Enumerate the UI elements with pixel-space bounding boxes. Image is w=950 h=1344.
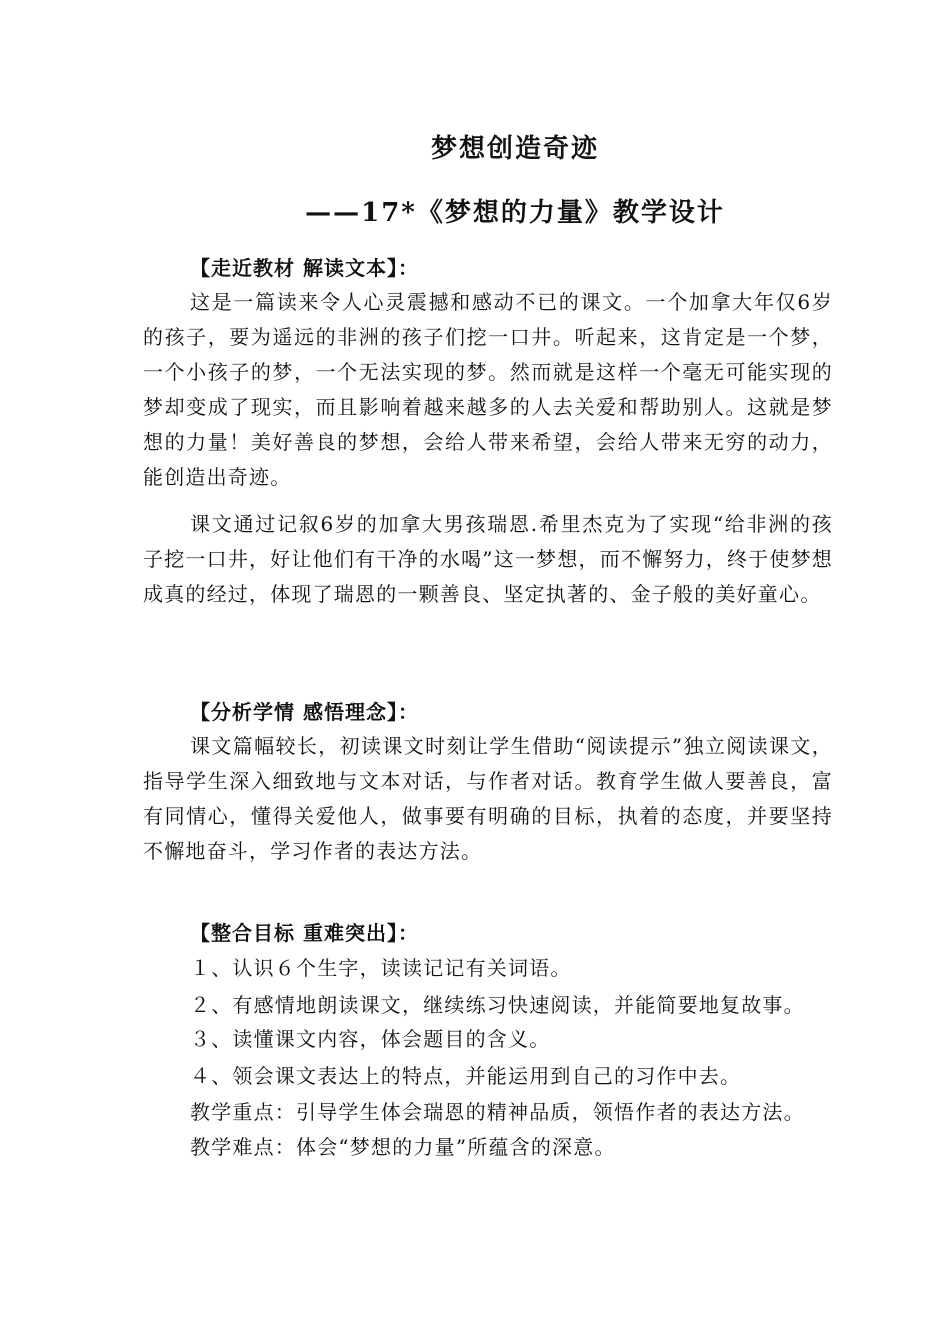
page-title: 梦想创造奇迹 — [430, 134, 599, 164]
section-heading-goals: 【整合目标 重难突出】： — [190, 921, 419, 945]
paragraph-analysis: 课文篇幅较长，初读课文时刻让学生借助“阅读提示”独立阅读课文，指导学生深入细致地与文本对话，与作者对话。教育学生做人要善良，富有同情心，懂得关爱他人，做事要有明确的目标，执着的态度，并要坚持不懈地奋斗，学习作者的表达方法。 — [143, 734, 833, 863]
teaching-difficulty: 教学难点：体会“梦想的力量”所蕴含的深意。 — [190, 1135, 616, 1159]
teaching-focus: 教学重点：引导学生体会瑞恩的精神品质，领悟作者的表达方法。 — [190, 1100, 805, 1124]
goal-item: １、认识６个生字，读读记记有关词语。 — [190, 956, 572, 980]
goal-item: ３、读懂课文内容，体会题目的含义。 — [190, 1027, 551, 1051]
goal-item: ４、领会课文表达上的特点，并能运用到自己的习作中去。 — [190, 1064, 742, 1088]
paragraph-summary: 课文通过记叙6岁的加拿大男孩瑞恩.希里杰克为了实现“给非洲的孩子挖一口井，好让他们有干净的水喝”这一梦想，而不懈努力，终于使梦想成真的经过，体现了瑞恩的一颗善良、坚定执著的、金子般的美好童心。 — [143, 512, 833, 606]
paragraph-intro: 这是一篇读来令人心灵震撼和感动不已的课文。一个加拿大年仅6岁的孩子，要为遥远的非洲的孩子们挖一口井。听起来，这肯定是一个梦，一个小孩子的梦，一个无法实现的梦。然而就是这样一个毫无可能实现的梦却变成了现实，而且影响着越来越多的人去关爱和帮助别人。这就是梦想的力量！美好善良的梦想，会给人带来希望，会给人带来无穷的动力，能创造出奇迹。 — [143, 290, 833, 489]
section-heading-textbook: 【走近教材 解读文本】： — [190, 256, 419, 280]
section-heading-analysis: 【分析学情 感悟理念】： — [190, 700, 419, 724]
page-subtitle: ——17*《梦想的力量》教学设计 — [305, 198, 725, 228]
goal-item: ２、有感情地朗读课文，继续练习快速阅读，并能简要地复故事。 — [190, 993, 805, 1017]
